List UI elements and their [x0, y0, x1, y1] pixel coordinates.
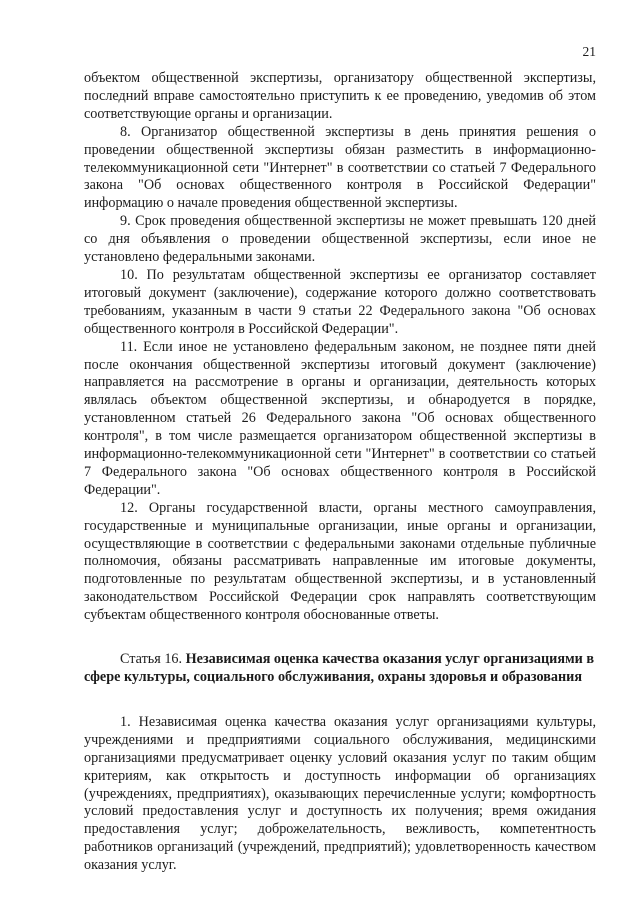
paragraph-item-9: 9. Срок проведения общественной экспертизы не может превышать 120 дней со дня объявления о проведении общественной экспертизы, если иное не установлено федеральными законами.: [84, 213, 596, 266]
paragraph-item-11: 11. Если иное не установлено федеральным законом, не позднее пяти дней после окончания общественной экспертизы итоговый документ (заключение) направляется на рассмотрение в органы и организации, деятельность которых являлась объектом общественной экспертизы, и обнародуется в порядке, установленном статьей 26 Федерального закона "Об основах общественного контроля", в том числе размещается организатором общественной экспертизы в информационно-телекоммуникационной сети "Интернет" в соответствии со статьей 7 Федерального закона "Об основах общественного контроля в Российской Федерации".: [84, 338, 596, 498]
paragraph-item-8: 8. Организатор общественной экспертизы в день принятия решения о проведении общественной экспертизы обязан разместить в информационно-телекоммуникационной сети "Интернет" в соответствии со статьей 7 Федерального закона "Об основах общественного контроля в Российской Федерации" информацию о начале проведения общественной экспертизы.: [84, 123, 596, 212]
article-title: Независимая оценка качества оказания услуг организациями в сфере культуры, социального обслуживания, охраны здоровья и образования: [84, 651, 595, 685]
paragraph-article-16-item-1: 1. Независимая оценка качества оказания услуг организациями культуры, учреждениями и предприятиями социального обслуживания, медицинскими организациями предусматривает оценку условий оказания услуг по таким общим критериям, как открытость и доступность информации об организациях (учреждениях, предприятиях), оказывающих перечисленные услуги; комфортность условий предоставления услуг и доступность их получения; время ожидания предоставления услуг; доброжелательность, вежливость, компетентность работников организаций (учреждений, предприятий); удовлетворенность качеством оказания услуг.: [84, 713, 596, 874]
article-number: Статья 16.: [120, 651, 183, 668]
paragraph-item-12: 12. Органы государственной власти, органы местного самоуправления, государственные и муниципальные организации, иные органы и организации, осуществляющие в соответствии с федеральными законами отдельные публичные полномочия, обязаны рассматривать направленные им итоговые документы, подготовленные по результатам общественной экспертизы, и в установленный законодательством Российской Федерации срок направлять соответствующим субъектам общественного контроля обоснованные ответы.: [84, 499, 596, 624]
paragraph-continuation: объектом общественной экспертизы, организатору общественной экспертизы, последний вправе самостоятельно приступить к ее проведению, уведомив об этом соответствующие органы и организации.: [84, 70, 596, 122]
page-number: 21: [582, 44, 596, 59]
document-body: [84, 70, 596, 875]
paragraph-item-10: 10. По результатам общественной экспертизы ее организатор составляет итоговый документ (заключение), содержание которого должно соответствовать требованиям, указанным в части 9 статьи 22 Федерального закона "Об основах общественного контроля в Российской Федерации".: [84, 266, 596, 337]
article-heading: [84, 651, 596, 687]
